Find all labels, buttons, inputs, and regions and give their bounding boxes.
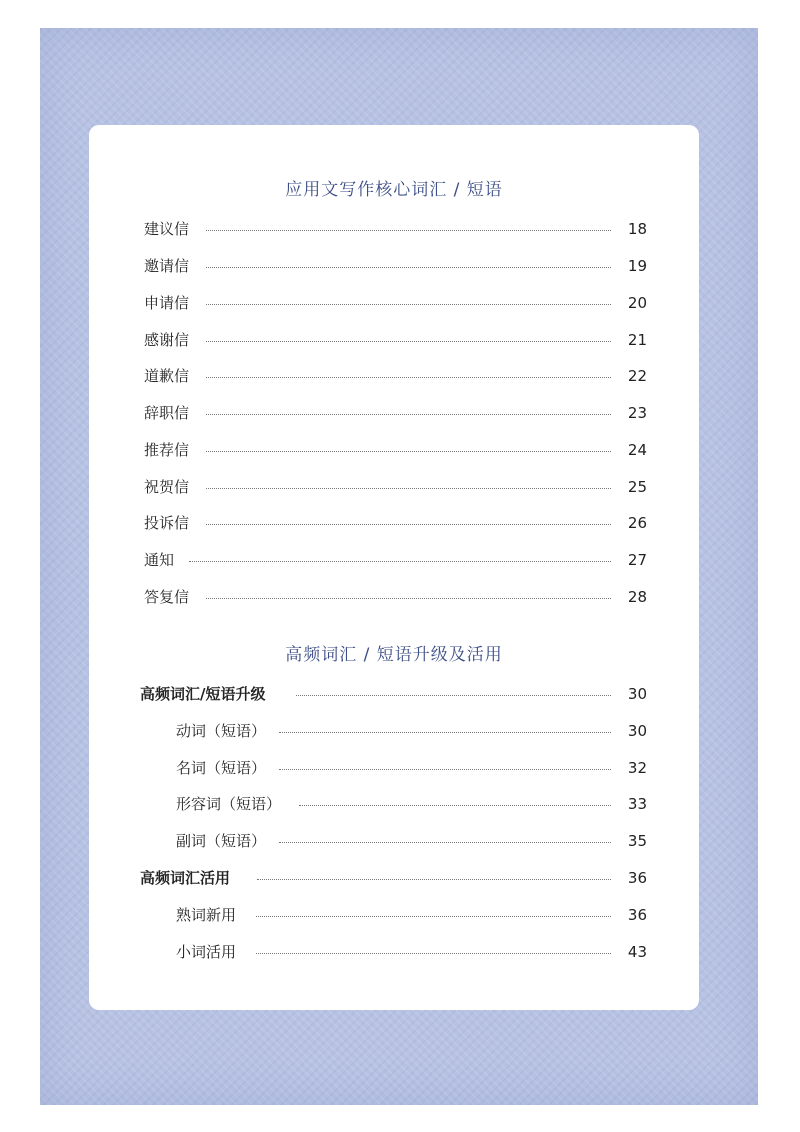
toc-entry-page: 43 <box>627 943 647 961</box>
toc-entry[interactable] <box>89 902 699 928</box>
toc-entry-label: 祝贺信 <box>144 478 190 496</box>
dot-leader <box>206 524 611 525</box>
toc-entry[interactable] <box>89 939 699 965</box>
dot-leader <box>296 695 611 696</box>
toc-entry-label: 投诉信 <box>144 514 190 532</box>
dot-leader <box>206 377 611 378</box>
toc-entry-page: 19 <box>627 257 647 275</box>
toc-entry[interactable] <box>89 253 699 279</box>
toc-entry-page: 36 <box>627 869 647 887</box>
toc-entry[interactable] <box>89 510 699 536</box>
toc-entry-label: 副词（短语） <box>176 832 267 850</box>
toc-entry-page: 22 <box>627 367 647 385</box>
toc-entry-label: 道歉信 <box>144 367 190 385</box>
dot-leader <box>189 561 611 562</box>
dot-leader <box>256 953 611 954</box>
toc-entry[interactable] <box>89 216 699 242</box>
toc-entry[interactable] <box>89 828 699 854</box>
toc-entry[interactable] <box>89 865 699 891</box>
toc-entry-page: 36 <box>627 906 647 924</box>
toc-entry-page: 21 <box>627 331 647 349</box>
dot-leader <box>206 451 611 452</box>
toc-card <box>89 125 699 1010</box>
dot-leader <box>279 842 611 843</box>
toc-entry[interactable] <box>89 681 699 707</box>
toc-entry[interactable] <box>89 437 699 463</box>
toc-entry-page: 24 <box>627 441 647 459</box>
dot-leader <box>206 230 611 231</box>
dot-leader <box>279 769 611 770</box>
toc-entry-page: 30 <box>627 685 647 703</box>
dot-leader <box>279 732 611 733</box>
toc-entry-label: 感谢信 <box>144 331 190 349</box>
toc-entry-page: 18 <box>627 220 647 238</box>
dot-leader <box>206 414 611 415</box>
dot-leader <box>257 879 611 880</box>
toc-entry-page: 26 <box>627 514 647 532</box>
toc-entry-page: 32 <box>627 759 647 777</box>
toc-entry[interactable] <box>89 363 699 389</box>
toc-entry-label: 建议信 <box>144 220 190 238</box>
dot-leader <box>206 267 611 268</box>
toc-entry-label: 申请信 <box>144 294 190 312</box>
toc-entry-label: 名词（短语） <box>176 759 267 777</box>
toc-entry[interactable] <box>89 584 699 610</box>
dot-leader <box>206 488 611 489</box>
toc-entry-label: 答复信 <box>144 588 190 606</box>
dot-leader <box>206 341 611 342</box>
dot-leader <box>256 916 611 917</box>
toc-entry[interactable] <box>89 547 699 573</box>
toc-entry-label: 熟词新用 <box>176 906 237 924</box>
section-title-high-frequency: 高频词汇 / 短语升级及活用 <box>285 645 503 665</box>
toc-entry-page: 28 <box>627 588 647 606</box>
dot-leader <box>299 805 611 806</box>
toc-entry-label: 动词（短语） <box>176 722 267 740</box>
toc-entry-label: 小词活用 <box>176 943 237 961</box>
toc-entry-page: 33 <box>627 795 647 813</box>
toc-entry-label: 辞职信 <box>144 404 190 422</box>
toc-entry[interactable] <box>89 755 699 781</box>
toc-entry-label: 通知 <box>144 551 175 569</box>
toc-entry-page: 23 <box>627 404 647 422</box>
toc-entry[interactable] <box>89 718 699 744</box>
toc-entry-label: 推荐信 <box>144 441 190 459</box>
toc-entry-label: 形容词（短语） <box>176 795 282 813</box>
dot-leader <box>206 598 611 599</box>
toc-entry[interactable] <box>89 400 699 426</box>
section-title-writing-vocab: 应用文写作核心词汇 / 短语 <box>285 180 503 200</box>
toc-entry-page: 30 <box>627 722 647 740</box>
toc-entry-page: 20 <box>627 294 647 312</box>
toc-entry-label: 高频词汇活用 <box>140 869 231 887</box>
toc-entry-page: 25 <box>627 478 647 496</box>
toc-entry[interactable] <box>89 791 699 817</box>
toc-entry[interactable] <box>89 290 699 316</box>
toc-entry-label: 邀请信 <box>144 257 190 275</box>
toc-entry-page: 27 <box>627 551 647 569</box>
toc-entry[interactable] <box>89 474 699 500</box>
toc-entry-page: 35 <box>627 832 647 850</box>
toc-entry[interactable] <box>89 327 699 353</box>
dot-leader <box>206 304 611 305</box>
toc-entry-label: 高频词汇/短语升级 <box>140 685 266 703</box>
